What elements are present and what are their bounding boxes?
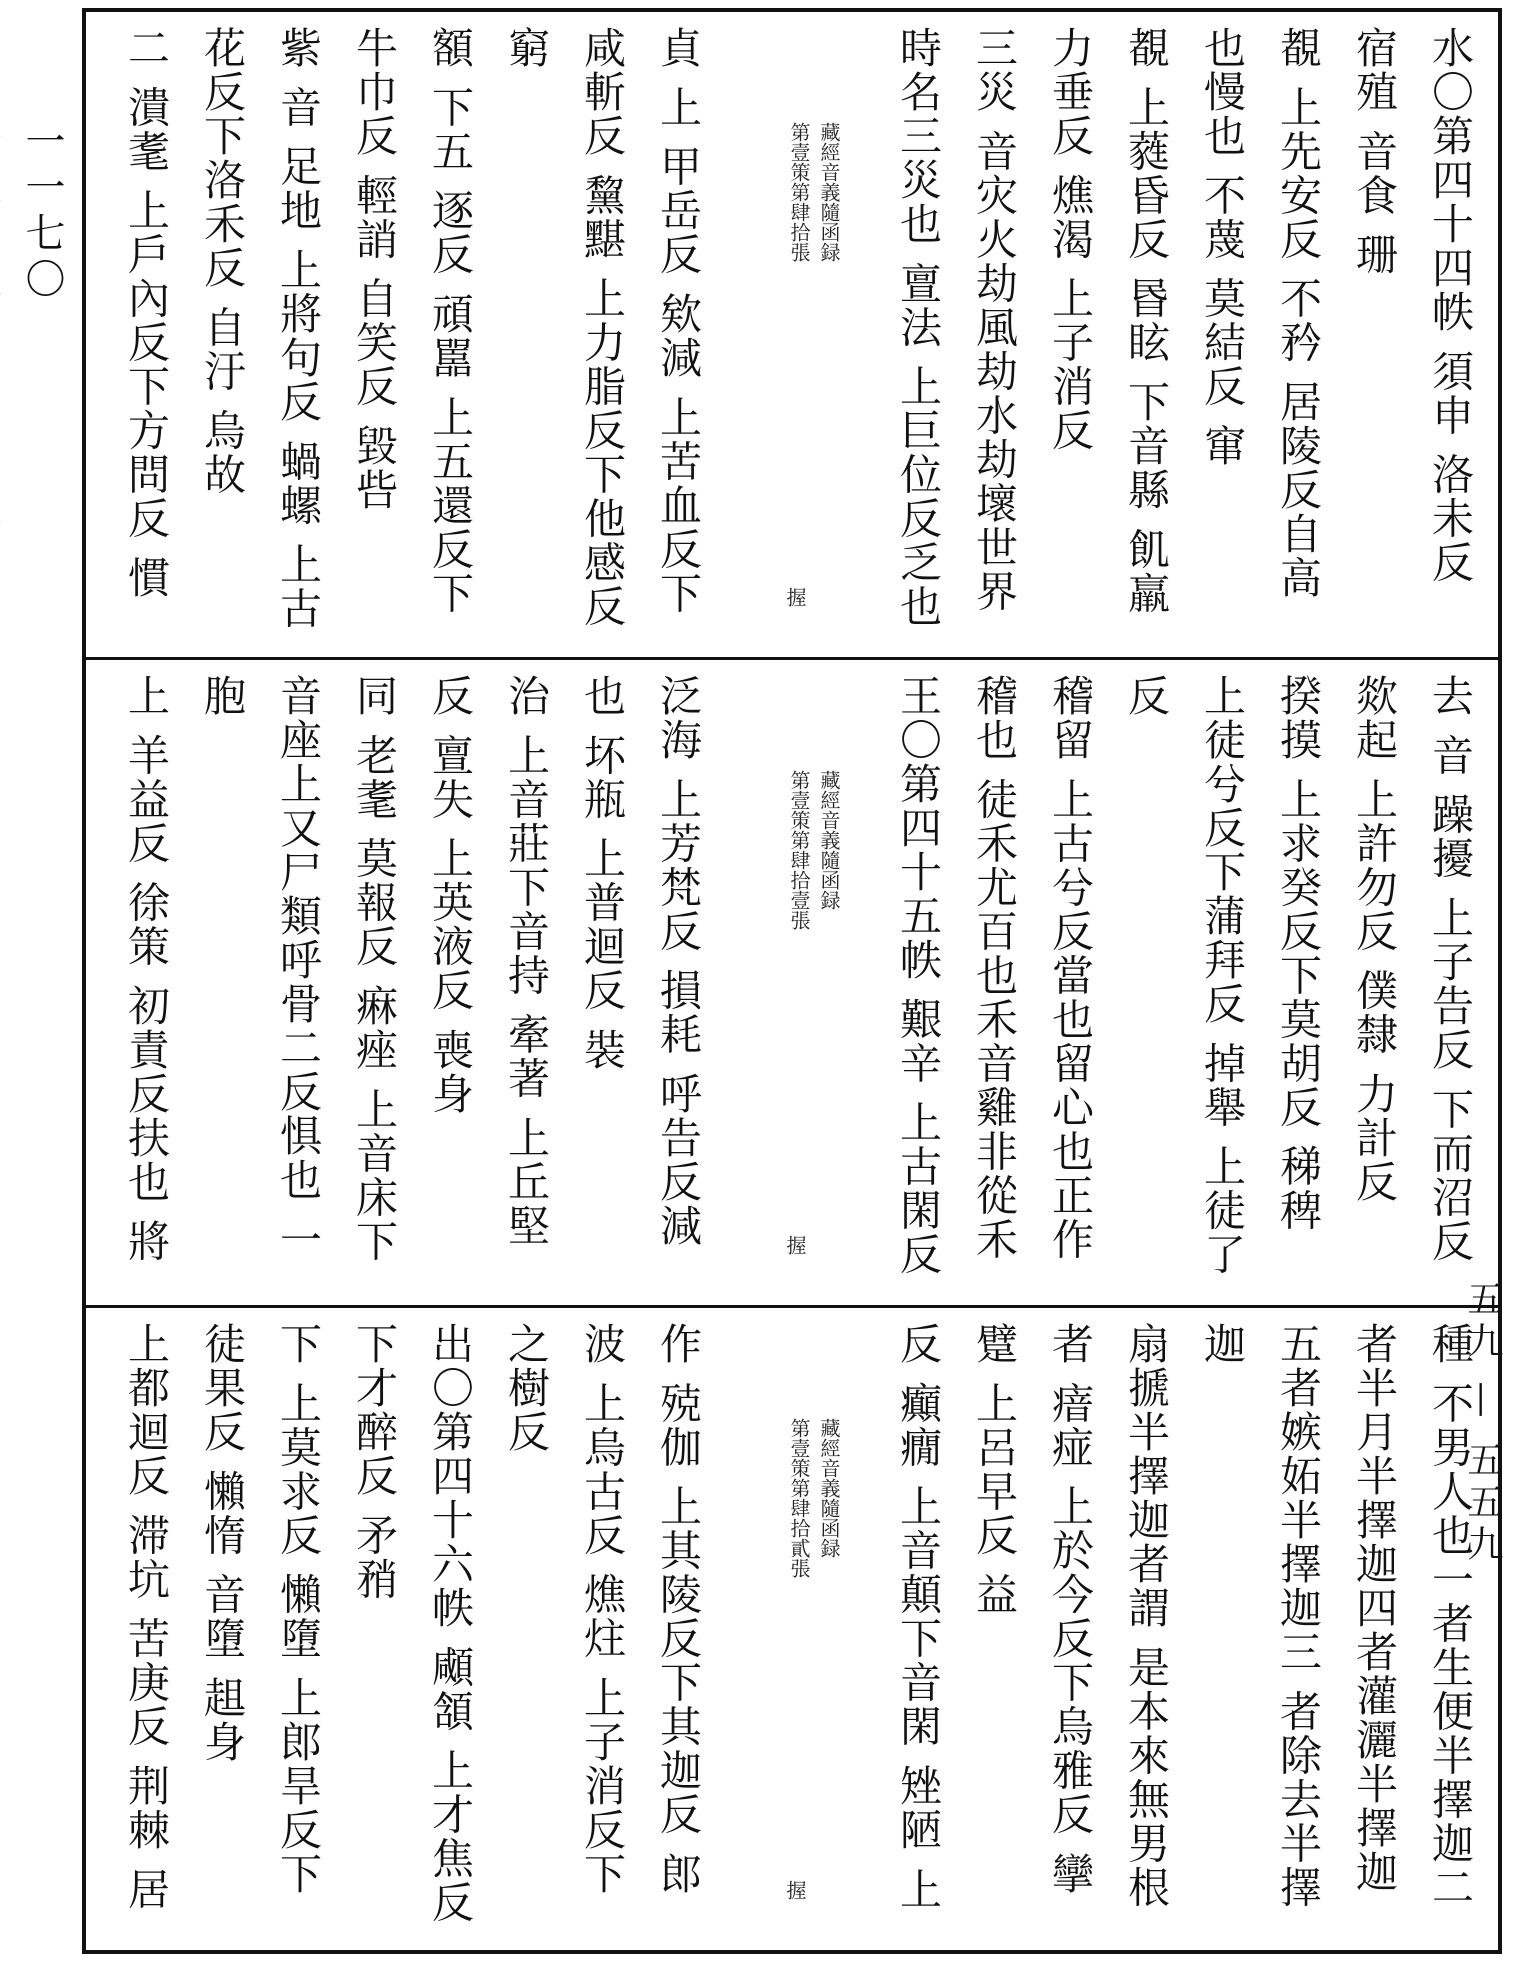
text-column: 二 潰耄 上戶內反下方問反 慣 <box>122 26 171 601</box>
banner-folio: 第壹策第肆拾壹張 <box>787 770 811 930</box>
banner-title: 藏經音義隨函録 <box>817 770 841 910</box>
text-column: 下 上莫求反 懶墮 上郎旱反下徒果反 懶惰 音墮 趄身 <box>198 1322 323 1897</box>
register-1-banner <box>726 12 862 657</box>
banner-text <box>784 122 844 262</box>
banner-signature: 握 <box>783 1235 807 1255</box>
register-2-banner <box>726 660 862 1305</box>
banner-text <box>784 1418 844 1578</box>
text-columns <box>868 674 1488 1291</box>
register-3-banner <box>726 1308 862 1950</box>
margin-top-note: 一一七〇 <box>19 120 65 304</box>
text-column: 上都迴反 滞坑 苦庚反 荆棘 居 <box>122 1322 171 1912</box>
banner-text <box>784 770 844 930</box>
left-margin-note <box>4 120 74 1840</box>
banner-signature: 握 <box>783 1880 807 1900</box>
text-columns <box>96 26 716 643</box>
text-column: 覩 上蕤昏反 昬眩 下音縣 飢羸 力垂反 燋渴 上子消反 <box>1046 26 1171 616</box>
text-column: 稽留 上古兮反當也留心也正作稽也 徒禾尤百也禾音雞非從禾 <box>970 674 1095 1262</box>
register-1-right-half <box>858 12 1498 657</box>
banner-folio: 第壹策第肆拾張 <box>787 122 811 262</box>
register-3 <box>86 1308 1498 1950</box>
register-1-left-half <box>86 12 726 657</box>
text-column: 貞 上 甲岳反 欸減 上苦血反下咸斬反 黧黮 上力脂反下他感反 窮 <box>502 26 703 629</box>
banner-signature: 握 <box>783 587 807 607</box>
text-column: 去 音 躁擾 上子告反 下而沼反 欻起 上許勿反 僕隸 力計反 <box>1350 674 1475 1264</box>
register-2-left-half <box>86 660 726 1305</box>
text-column: 覩 上先安反 不矜 居陵反自高也慢也 不蔑 莫結反 窜 <box>1198 26 1323 601</box>
text-column: 種 不男人也一者生便半擇迦二者半月半擇迦四者灌灑半擇迦五者嫉妬半擇迦三 者除去半擇迦 <box>1198 1322 1475 1910</box>
page-frame <box>82 8 1502 1954</box>
text-column: 揆摸 上求癸反下莫胡反 稊稗 上徒兮反下蒲拜反 掉舉 上徒了反 <box>1122 674 1323 1277</box>
margin-title <box>0 120 10 1840</box>
text-column: 額 下五 逐反 頑嚚 上五還反下牛巾反 輕誚 自笑反 毀呰 <box>350 26 475 616</box>
register-2 <box>86 660 1498 1308</box>
banner-title: 藏經音義隨函録 <box>817 122 841 262</box>
text-column: 同 老耄 莫報反 痳痤 上音床下音座上又尸類呼骨二反惧也 一 胞 <box>198 674 399 1264</box>
text-column: 水〇第四十四帙 須申 洛未反 宿殖 音食 珊 <box>1350 26 1475 585</box>
text-column: 上 羊益反 徐策 初責反扶也 將 <box>122 674 171 1264</box>
right-margin-note <box>1458 1280 1514 1880</box>
text-column: 王〇第四十五帙 艱辛 上古閑反 <box>894 674 943 1277</box>
banner-folio: 第壹策第肆拾貳張 <box>787 1418 811 1578</box>
text-column: 泛海 上芳梵反 損耗 呼告反減也 坏瓶 上普迴反 裝 <box>578 674 703 1249</box>
register-1 <box>86 12 1498 660</box>
banner-title: 藏經音義隨函録 <box>817 1418 841 1558</box>
text-column: 扇搋半擇迦者謂 是本來無男根者 瘖痖 上於今反下烏雅反 攣躄 上呂早反 益 <box>970 1322 1171 1910</box>
text-column: 反 癲癇 上音顛下音閑 矬陋 上 <box>894 1322 943 1912</box>
text-columns <box>868 1322 1488 1936</box>
text-columns <box>96 674 716 1291</box>
text-columns <box>96 1322 716 1936</box>
text-column: 出〇第四十六帙 顑頷 上才焦反下才醉反 矛矟 <box>350 1322 475 1925</box>
text-column: 治 上音莊下音持 牽著 上丘堅反 亶失 上英液反 喪身 <box>426 674 551 1249</box>
text-columns <box>868 26 1488 643</box>
text-column: 作 殑伽 上其陵反下其迦反 郎波 上烏古反 燋炷 上子消反下之樹反 <box>502 1322 703 1897</box>
register-3-right-half <box>858 1308 1498 1950</box>
register-2-right-half <box>858 660 1498 1305</box>
text-column: 三災 音灾火劫風劫水劫壞世界時名三災也 亶法 上巨位反乏也 <box>894 26 1019 629</box>
margin-bottom-note: 五九 — 五五九 <box>1462 1280 1503 1567</box>
register-3-left-half <box>86 1308 726 1950</box>
text-column: 紫 音 足地 上將句反 蝸螺 上古花反下洛禾反 自汙 烏故 <box>198 26 323 631</box>
